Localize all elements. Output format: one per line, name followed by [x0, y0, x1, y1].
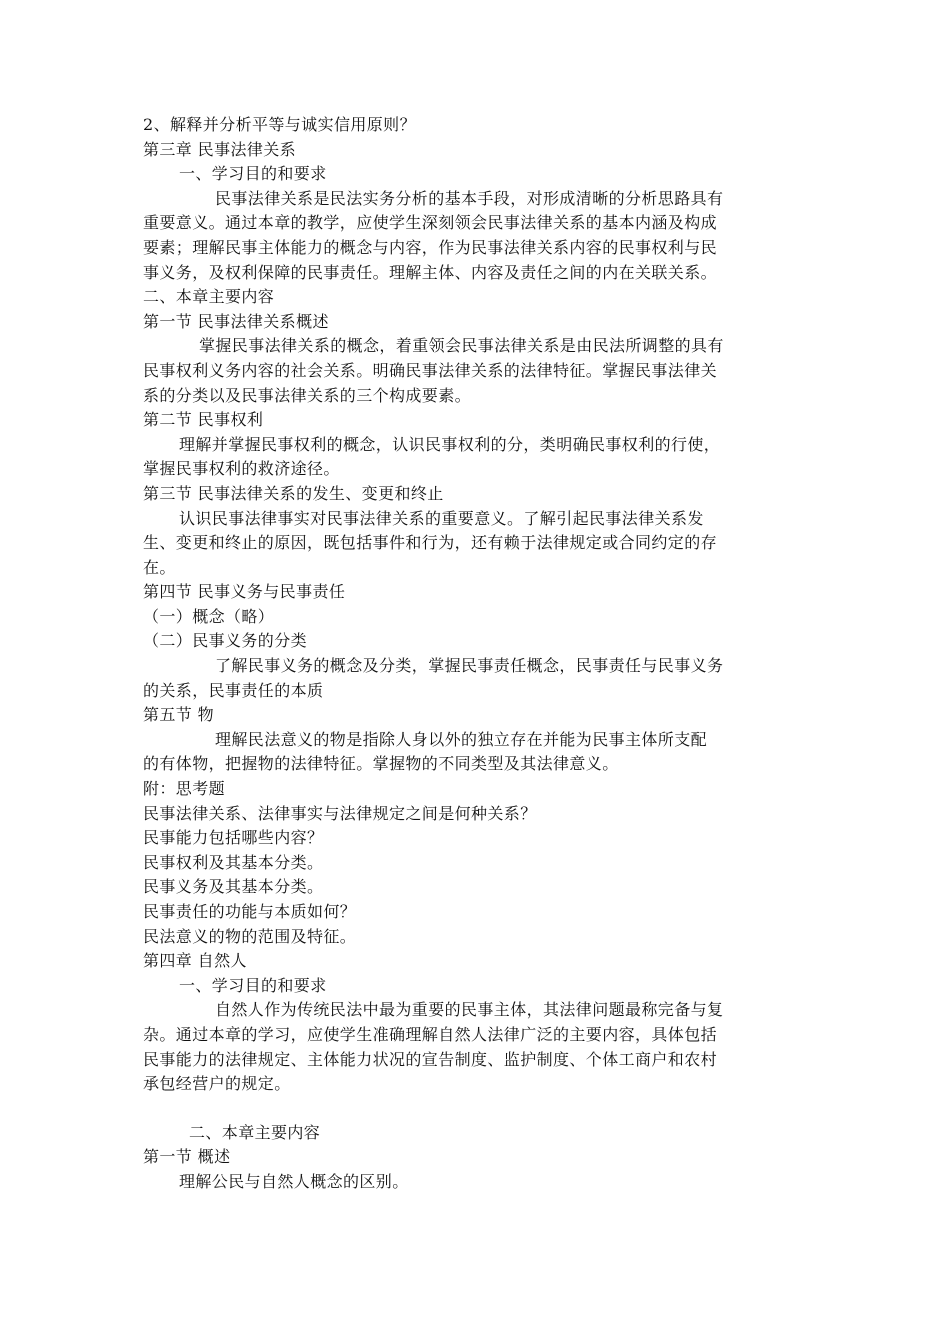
- chapter-heading: 第四章 自然人: [143, 951, 247, 971]
- paragraph-line: 理解公民与自然人概念的区别。: [179, 1171, 409, 1191]
- question-item: 民事能力包括哪些内容？: [143, 828, 324, 848]
- blank-line: [143, 1097, 813, 1121]
- paragraph-line: 系的分类以及民事法律关系的三个构成要素。: [143, 385, 472, 405]
- paragraph-line: 理解民法意义的物是指除人身以外的独立存在并能为民事主体所支配: [215, 729, 708, 749]
- subsection-heading: 第一节 民事法律关系概述: [143, 311, 329, 331]
- paragraph-line: 承包经营户的规定。: [143, 1074, 291, 1094]
- paragraph-line: 的关系，民事责任的本质: [143, 680, 324, 700]
- question-item: 民事责任的功能与本质如何？: [143, 902, 357, 921]
- paragraph-line: 重要意义。通过本章的教学，应使学生深刻领会民事法律关系的基本内涵及构成: [143, 213, 718, 233]
- subsection-heading: 第三节 民事法律关系的发生、变更和终止: [143, 483, 444, 503]
- section-heading: 一、学习目的和要求: [179, 164, 327, 184]
- section-heading: 一、学习目的和要求: [179, 975, 327, 995]
- paragraph-line: 理解并掌握民事权利的概念，认识民事权利的分，类明确民事权利的行使，: [179, 434, 721, 454]
- question-item: 民事义务及其基本分类。: [143, 877, 324, 897]
- paragraph-line: 民事权利义务内容的社会关系。明确民事法律关系的法律特征。掌握民事法律关: [143, 360, 718, 380]
- question-item: 民法意义的物的范围及特征。: [143, 926, 357, 946]
- subsection-heading: 第五节 物: [143, 705, 215, 725]
- paragraph-line: 要素；理解民事主体能力的概念与内容，作为民事法律关系内容的民事权利与民: [143, 237, 718, 257]
- subsection-heading: 第一节 概述: [143, 1147, 231, 1167]
- paragraph-line: 掌握民事权利的救济途径。: [143, 459, 340, 479]
- paragraph-line: 民事法律关系是民法实务分析的基本手段，对形成清晰的分析思路具有: [215, 188, 724, 208]
- question-item: 民事法律关系、法律事实与法律规定之间是何种关系？: [143, 803, 537, 823]
- section-heading: 二、本章主要内容: [143, 287, 275, 307]
- question-item: 民事权利及其基本分类。: [143, 852, 324, 872]
- paragraph-line: 杂。通过本章的学习，应使学生准确理解自然人法律广泛的主要内容，具体包括: [143, 1024, 718, 1044]
- list-item: （二）民事义务的分类: [143, 631, 308, 651]
- paragraph-line: 的有体物，把握物的法律特征。掌握物的不同类型及其法律意义。: [143, 754, 619, 774]
- paragraph-line: 掌握民事法律关系的概念，着重领会民事法律关系是由民法所调整的具有: [199, 336, 724, 356]
- section-heading: 二、本章主要内容: [189, 1122, 321, 1142]
- question-line: 2、解释并分析平等与诚实信用原则？: [143, 115, 416, 134]
- subsection-heading: 第四节 民事义务与民事责任: [143, 582, 346, 602]
- paragraph-line: 自然人作为传统民法中最为重要的民事主体，其法律问题最称完备与复: [215, 1000, 724, 1020]
- subsection-heading: 第二节 民事权利: [143, 410, 264, 430]
- paragraph-line: 在。: [143, 557, 176, 577]
- paragraph-line: 认识民事法律事实对民事法律关系的重要意义。了解引起民事法律关系发: [179, 508, 704, 528]
- appendix-heading: 附：思考题: [143, 779, 226, 799]
- paragraph-line: 了解民事义务的概念及分类，掌握民事责任概念，民事责任与民事义务: [215, 656, 724, 676]
- document-body: [143, 113, 813, 1195]
- list-item: （一）概念（略）: [143, 606, 275, 626]
- paragraph-line: 民事能力的法律规定、主体能力状况的宣告制度、监护制度、个体工商户和农村: [143, 1049, 718, 1069]
- paragraph-line: 事义务，及权利保障的民事责任。理解主体、内容及责任之间的内在关联关系。: [143, 262, 718, 282]
- paragraph-line: 生、变更和终止的原因，既包括事件和行为，还有赖于法律规定或合同约定的存: [143, 533, 718, 553]
- chapter-heading: 第三章 民事法律关系: [143, 139, 297, 159]
